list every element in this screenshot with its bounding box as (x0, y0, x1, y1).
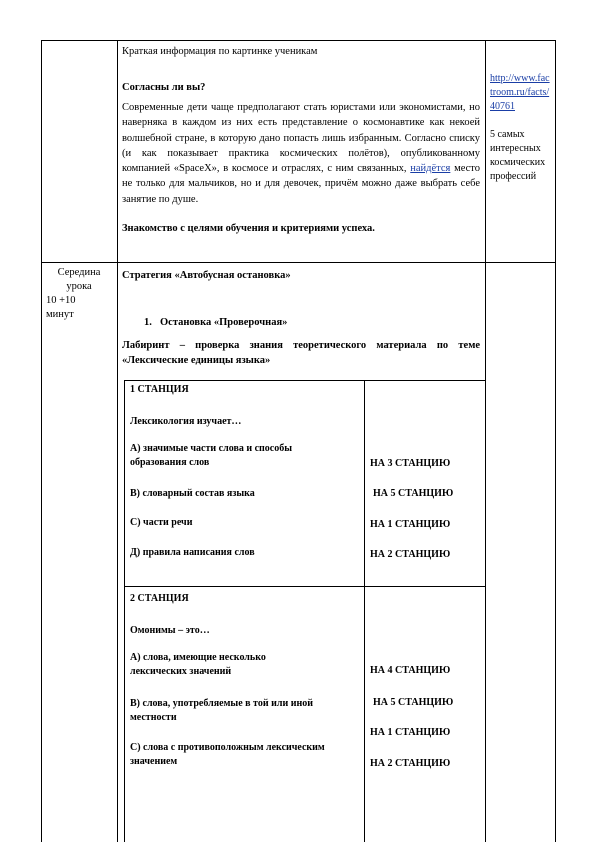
strategy-heading: Стратегия «Автобусная остановка» (122, 270, 291, 281)
table-right-border (555, 40, 556, 842)
table-row-divider (41, 262, 556, 263)
stations-table-top (124, 380, 485, 381)
station-1-option-a[interactable]: А) значимые части слова и способы образования слов (130, 443, 293, 468)
station-2-option-c[interactable]: С) слова с противоположным лексическим значением (130, 742, 325, 767)
station-2-answer-a: НА 4 СТАНЦИЮ (370, 665, 451, 676)
table-col-divider-1 (117, 40, 118, 842)
station-2-option-b[interactable]: В) слова, употребляемые в той или иной местности (130, 698, 313, 723)
timing-label: Середина урока (57, 267, 101, 292)
intro-paragraph-text: Современные дети чаще предполагают стать юристами или экономистами, но наверняка в каждом из них есть представление о космонавтике как некоей волшебной стране, в которую дано попасть лишь избранным. Согласно списку (и как показывает практика космических полётов), опубликованному компанией «SpaceX», в космосе и отраслях, с ним связанных, (122, 102, 480, 175)
paragraph-link[interactable]: найдётся (410, 163, 451, 175)
intro-paragraph (122, 100, 480, 207)
station-1-option-d[interactable]: Д) правила написания слов (130, 547, 255, 558)
question-heading: Согласны ли вы? (122, 82, 206, 93)
station-1-answer-c: НА 1 СТАНЦИЮ (370, 519, 451, 530)
station-2-question: Омонимы – это… (130, 625, 210, 636)
timing-cell (46, 266, 112, 322)
station-2-answer-c: НА 1 СТАНЦИЮ (370, 727, 451, 738)
table-left-border (41, 40, 42, 842)
resource-cell (490, 72, 550, 184)
table-col-divider-2 (485, 40, 486, 842)
task-text: Лабиринт – проверка знания теоретического материала по теме «Лексические единицы языка» (122, 340, 480, 366)
timing-value: 10 +10 минут (46, 295, 76, 320)
stations-col-divider (364, 380, 365, 842)
station-2-title: 2 СТАНЦИЯ (130, 593, 189, 604)
station-1-option-c[interactable]: С) части речи (130, 517, 193, 528)
goals-text: Знакомство с целями обучения и критериями успеха. (122, 223, 375, 234)
caption-text: Краткая информация по картинке ученикам (122, 46, 318, 57)
table-top-border (41, 40, 556, 41)
station-2-answer-b: НА 5 СТАНЦИЮ (373, 697, 454, 708)
station-1-answer-d: НА 2 СТАНЦИЮ (370, 549, 451, 560)
stations-table-left (124, 380, 125, 842)
station-2-answer-d: НА 2 СТАНЦИЮ (370, 758, 451, 769)
resource-link[interactable]: http://www.factroom.ru/facts/40761 (490, 73, 550, 112)
station-1-option-b[interactable]: В) словарный состав языка (130, 488, 255, 499)
station-1-question: Лексикология изучает… (130, 416, 242, 427)
stop-number: 1. (144, 317, 152, 328)
station-1-title: 1 СТАНЦИЯ (130, 384, 189, 395)
station-1-answer-a: НА 3 СТАНЦИЮ (370, 458, 451, 469)
intro-paragraph-tail: место не только для мальчиков, но и для девочек, причём можно даже выбрать себе занятие по душе. (122, 163, 480, 205)
station-1-answer-b: НА 5 СТАНЦИЮ (373, 488, 454, 499)
resource-note: 5 самых интересных космических профессий (490, 129, 546, 182)
station-2-option-a[interactable]: А) слова, имеющие несколько лексических значений (130, 652, 266, 677)
stop-title: Остановка «Проверочная» (160, 317, 288, 328)
stations-row-divider (124, 586, 485, 587)
